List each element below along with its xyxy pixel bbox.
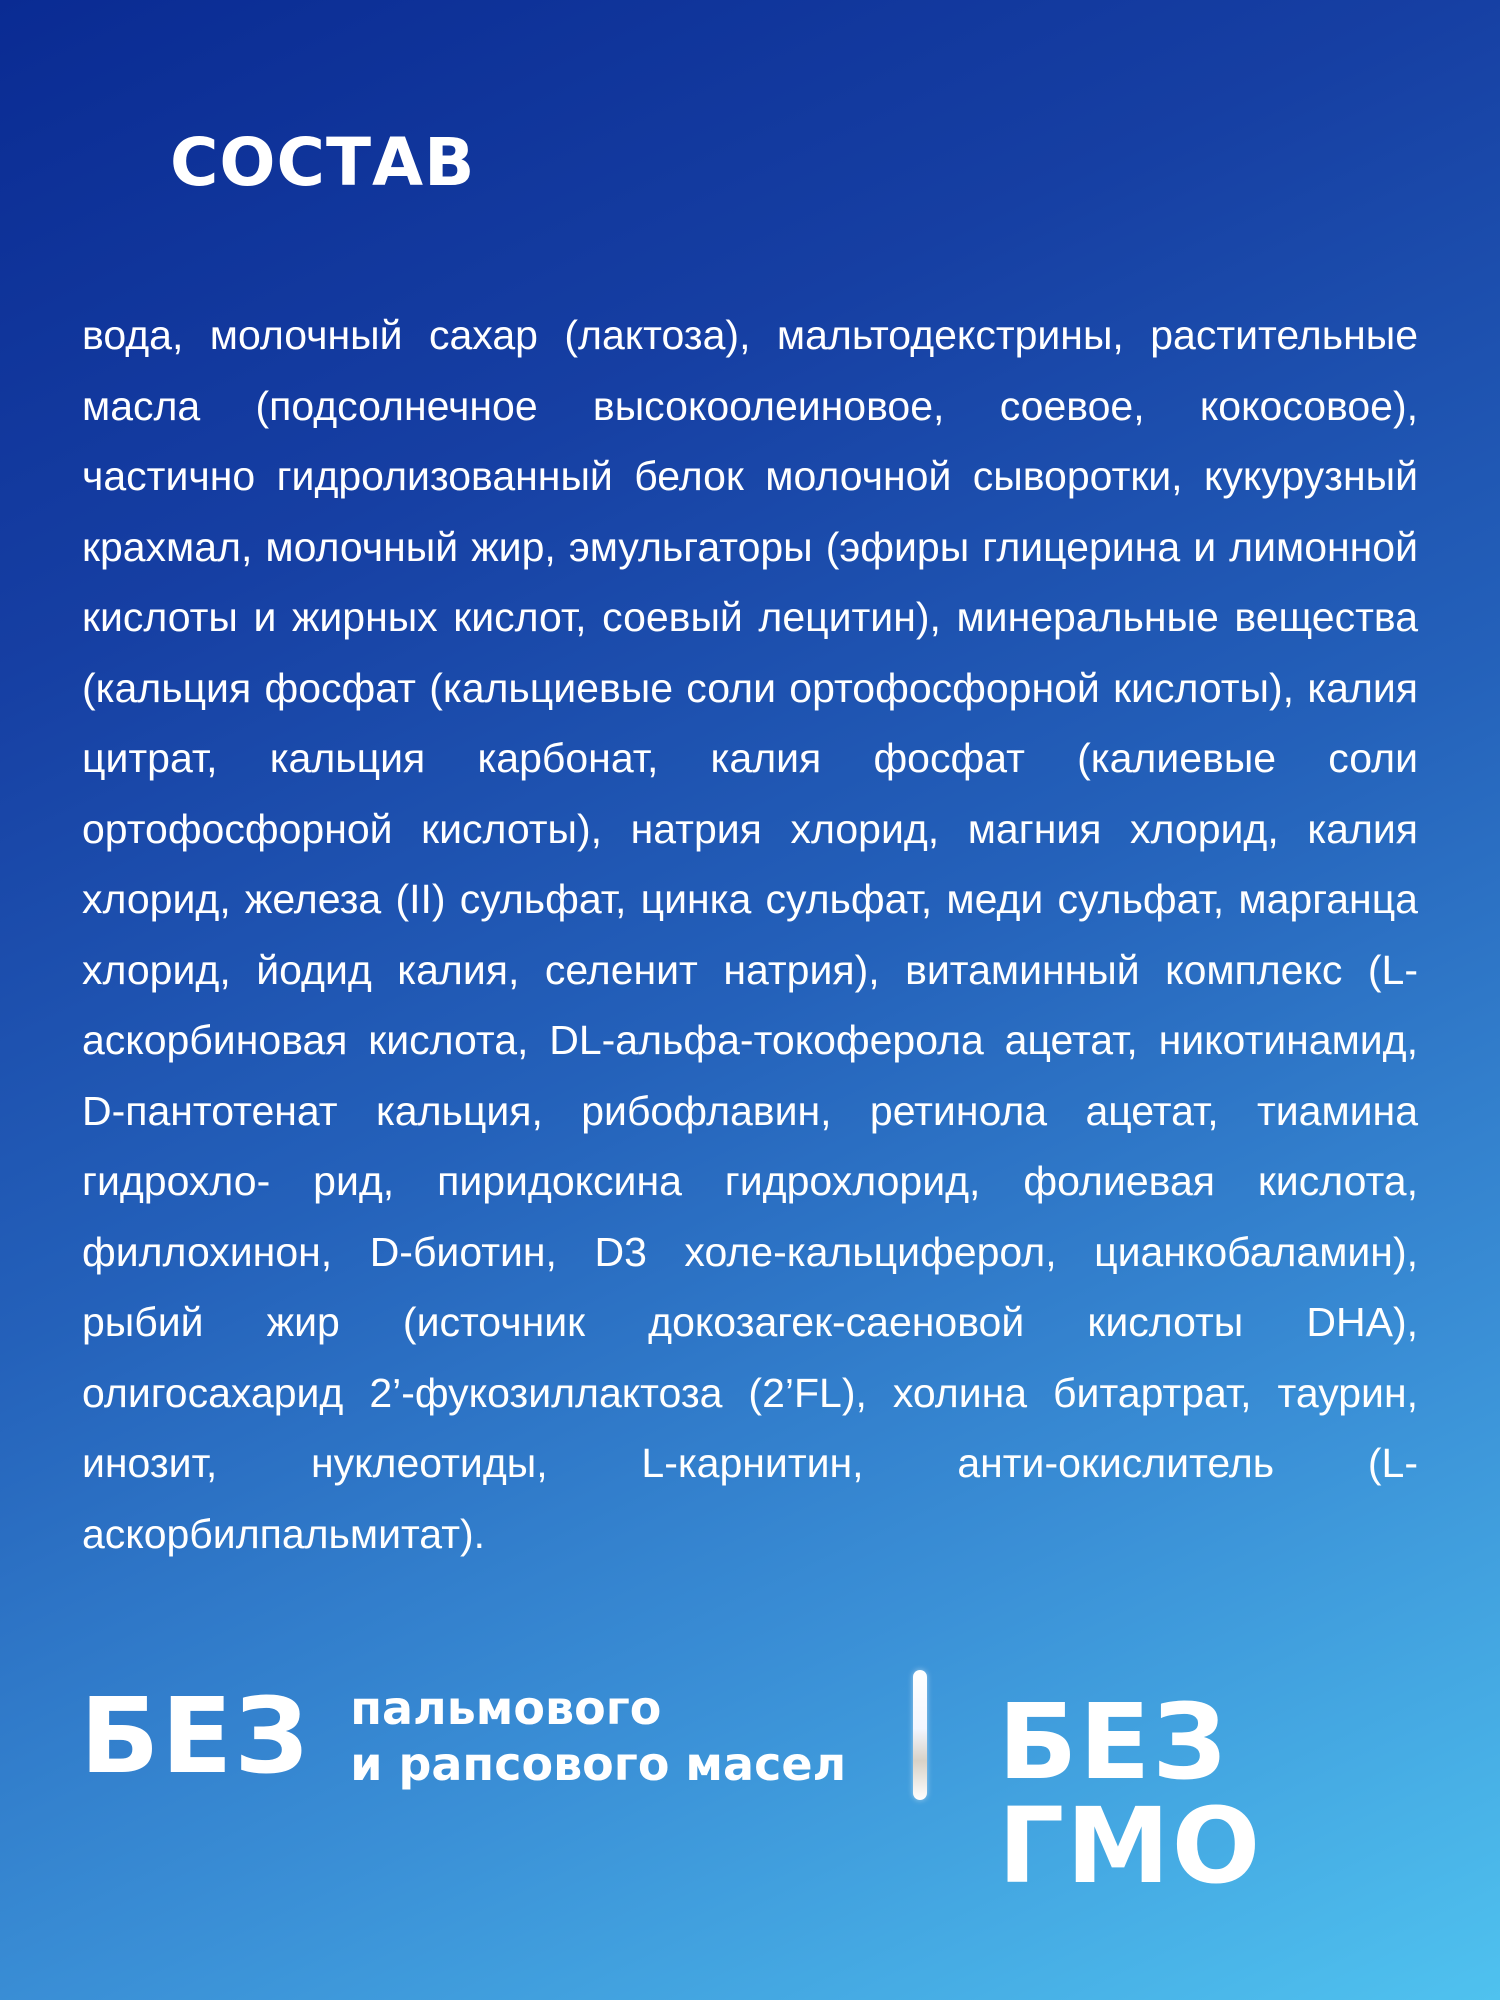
badge-oils-line1: пальмового <box>350 1681 662 1735</box>
badge-oils-line2: и рапсового масел <box>350 1737 847 1791</box>
no-palm-rapeseed-badge <box>80 1675 847 1797</box>
no-gmo-badge: БЕЗ ГМО <box>998 1681 1263 1907</box>
page-title: СОСТАВ <box>170 124 476 201</box>
composition-text: вода, молочный сахар (лактоза), мальтодекстрины, растительные масла (подсолнечное высокоолеиновое, соевое, кокосовое), частично гидролизованный белок молочной сыворотки, кукурузный крахмал, молочный жир, эмульгаторы (эфиры глицерина и лимонной кислоты и жирных кислот, соевый лецитин), минеральные вещества (кальция фосфат (кальциевые соли ортофосфорной кислоты), калия цитрат, кальция карбонат, калия фосфат (калиевые соли ортофосфорной кислоты), натрия хлорид, магния хлорид, калия хлорид, железа (II) сульфат, цинка сульфат, меди сульфат, марганца хлорид, йодид калия, селенит натрия), витаминный комплекс (L-аскорбиновая кислота, DL-альфа-токоферола ацетат, никотинамид, D-пантотенат кальция, рибофлавин, ретинола ацетат, тиамина гидрохло- рид, пиридоксина гидрохлорид, фолиевая кислота, филлохинон, D-биотин, D3 холе-кальциферол, цианкобаламин), рыбий жир (источник докозагек-саеновой кислоты DHA), олигосахарид 2’-фукозиллактоза (2’FL), холина битартрат, таурин, инозит, нуклеотиды, L-карнитин, анти-окислитель (L-аскорбилпальмитат). <box>82 312 1418 1557</box>
badge-divider <box>913 1670 927 1800</box>
badge-oils-text <box>350 1680 846 1792</box>
badge-bez-label: БЕЗ <box>80 1675 311 1797</box>
